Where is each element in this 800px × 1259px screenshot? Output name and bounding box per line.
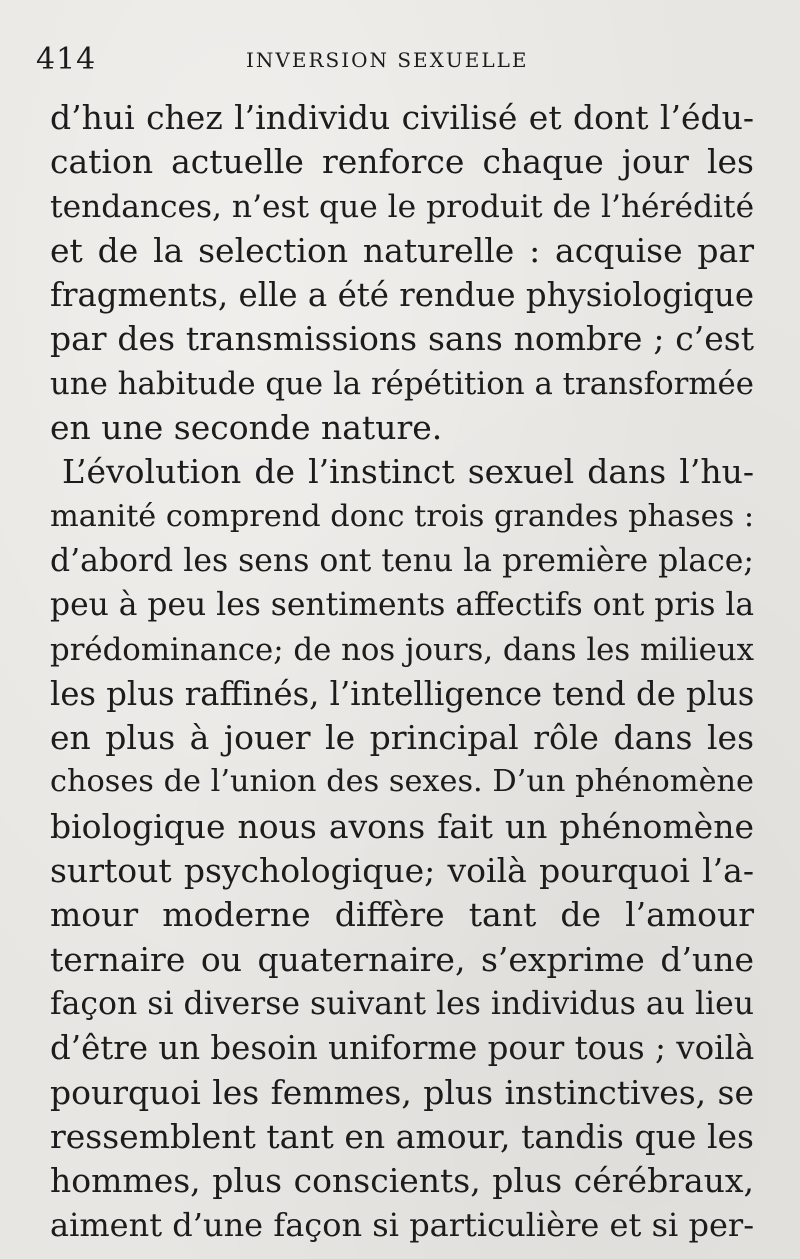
text-line: surtout psychologique; voilà pourquoi l’a- — [50, 851, 754, 891]
text-line: choses de l’union des sexes. D’un phénomène — [50, 764, 754, 800]
text-line: aiment d’une façon si particulière et si per- — [50, 1206, 754, 1245]
text-line: biologique nous avons fait un phénomène — [50, 806, 754, 846]
text-line: ressemblent tant en amour, tandis que les — [50, 1116, 754, 1156]
text-line: ternaire ou quaternaire, s’exprime d’une — [50, 939, 754, 979]
paragraph-start-line: L’évolution de l’instinct sexuel dans l’hu- — [62, 452, 754, 492]
text-line: en une seconde nature. — [50, 408, 443, 448]
page-number: 414 — [36, 42, 97, 77]
text-line: et de la selection naturelle : acquise par — [50, 230, 754, 270]
body-text — [50, 96, 754, 1248]
text-line: peu à peu les sentiments affectifs ont pris la — [50, 587, 755, 624]
text-line: d’être un besoin uniforme pour tous ; voilà — [50, 1029, 755, 1068]
text-line: par des transmissions sans nombre ; c’est — [50, 319, 754, 359]
text-line: fragments, elle a été rendue physiologique — [50, 276, 754, 315]
running-title: INVERSION SEXUELLE — [246, 48, 529, 72]
text-line: d’hui chez l’individu civilisé et dont l’édu- — [50, 98, 754, 137]
text-line: d’abord les sens ont tenu la première place; — [50, 542, 754, 579]
text-line: manité comprend donc trois grandes phases : — [50, 498, 755, 534]
text-line: en plus à jouer le principal rôle dans les — [50, 718, 754, 758]
text-line: tendances, n’est que le produit de l’hérédité — [50, 188, 755, 225]
text-line: façon si diverse suivant les individus au lieu — [50, 985, 754, 1022]
text-line: les plus raffinés, l’intelligence tend de plus — [50, 674, 755, 713]
text-line: mour moderne diffère tant de l’amour — [50, 895, 754, 935]
text-line: cation actuelle renforce chaque jour les — [50, 142, 754, 182]
text-line: prédominance; de nos jours, dans les milieux — [50, 631, 755, 668]
text-line: pourquoi les femmes, plus instinctives, se — [50, 1072, 754, 1112]
running-head — [36, 42, 754, 82]
text-line: une habitude que la répétition a transformée — [50, 365, 755, 402]
text-line: hommes, plus conscients, plus cérébraux, — [50, 1161, 754, 1201]
